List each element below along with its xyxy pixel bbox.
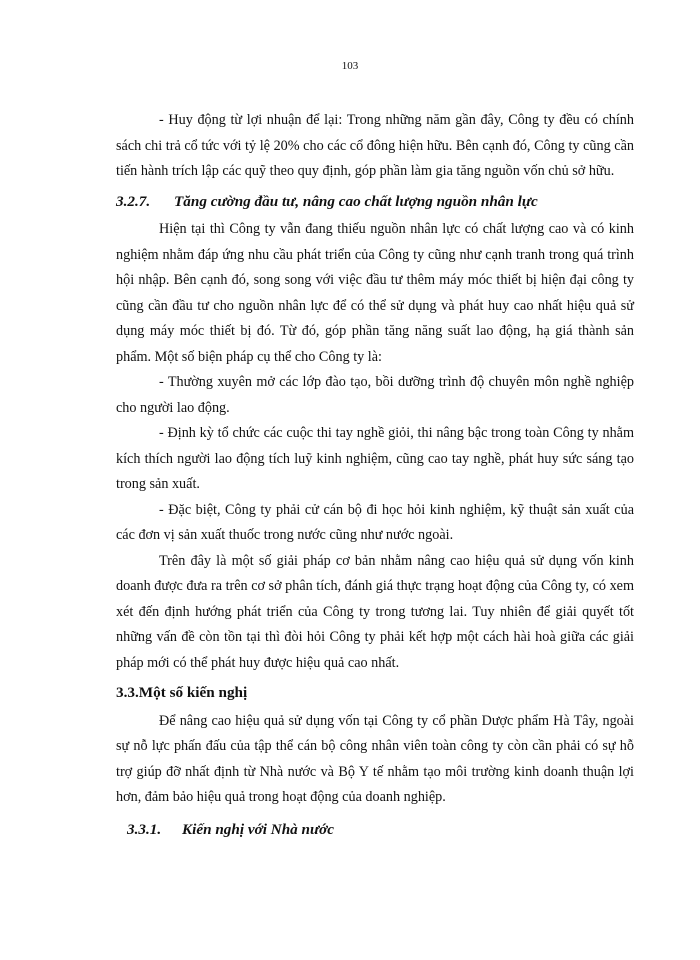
page-content <box>116 108 634 842</box>
page-number: 103 <box>341 60 359 72</box>
paragraph-hr-intro: Hiện tại thì Công ty vẫn đang thiếu nguồn nhân lực có chất lượng cao và có kinh nghiệm nhằm đáp ứng nhu cầu phát triển của Công ty cũng như cạnh tranh trong quá trình hội nhập. Bên cạnh đó, song song với việc đầu tư thêm máy móc thiết bị hiện đại công ty cũng cần đầu tư cho nguồn nhân lực để có thể sử dụng và phát huy cao nhất hiệu quả sử dụng máy móc thiết bị đó. Từ đó, góp phần tăng năng suất lao động, hạ giá thành sản phẩm. Một số biện pháp cụ thể cho Công ty là: <box>116 221 634 365</box>
section-number: 3.3.1. <box>127 820 162 838</box>
paragraph-hr-study: - Đặc biệt, Công ty phải cử cán bộ đi học hỏi kinh nghiệm, kỹ thuật sản xuất của các đơn vị sản xuất thuốc trong nước cũng như nước ngoài. <box>116 501 634 543</box>
paragraph-hr-contests: - Định kỳ tổ chức các cuộc thi tay nghề giỏi, thi nâng bậc trong toàn Công ty nhằm kích thích người lao động tích luỹ kinh nghiệm, cũng cao tay nghề, phát huy sức sáng tạo trong sản xuất. <box>116 425 634 492</box>
section-heading-3-3: 3.3.Một số kiến nghị <box>116 684 248 701</box>
section-title: Kiến nghị với Nhà nước <box>182 820 334 838</box>
section-heading-3-2-7 <box>116 189 634 215</box>
paragraph-retained-earnings: - Huy động từ lợi nhuận để lại: Trong những năm gần đây, Công ty đều có chính sách chi trả cổ tức với tỷ lệ 20% cho các cổ đông hiện hữu. Bên cạnh đó, Công ty cũng cần tiến hành trích lập các quỹ theo quy định, góp phần làm gia tăng nguồn vốn chủ sở hữu. <box>116 112 634 179</box>
section-number: 3.2.7. <box>116 192 151 210</box>
paragraph-recommendations-intro: Để nâng cao hiệu quả sử dụng vốn tại Công ty cổ phần Dược phẩm Hà Tây, ngoài sự nỗ lực phấn đấu của tập thể cán bộ công nhân viên toàn công ty còn cần phải có sự hỗ trợ giúp đỡ nhất định từ Nhà nước và Bộ Y tế nhằm tạo môi trường kinh doanh thuận lợi hơn, đảm bảo hiệu quả trong hoạt động của doanh nghiệp. <box>116 712 634 805</box>
section-title: Tăng cường đầu tư, nâng cao chất lượng nguồn nhân lực <box>174 192 538 210</box>
paragraph-hr-training: - Thường xuyên mở các lớp đào tạo, bồi dưỡng trình độ chuyên môn nghề nghiệp cho người lao động. <box>116 374 634 416</box>
section-heading-3-3-1 <box>127 817 634 843</box>
paragraph-summary: Trên đây là một số giải pháp cơ bản nhằm nâng cao hiệu quả sử dụng vốn kinh doanh được đưa ra trên cơ sở phân tích, đánh giá thực trạng hoạt động của Công ty, có xem xét đến định hướng phát triển của Công ty trong tương lai. Tuy nhiên để giải quyết tốt những vấn đề còn tồn tại thì đòi hỏi Công ty phải kết hợp một cách hài hoà giữa các giải pháp mới có thể phát huy được hiệu quả cao nhất. <box>116 552 634 671</box>
